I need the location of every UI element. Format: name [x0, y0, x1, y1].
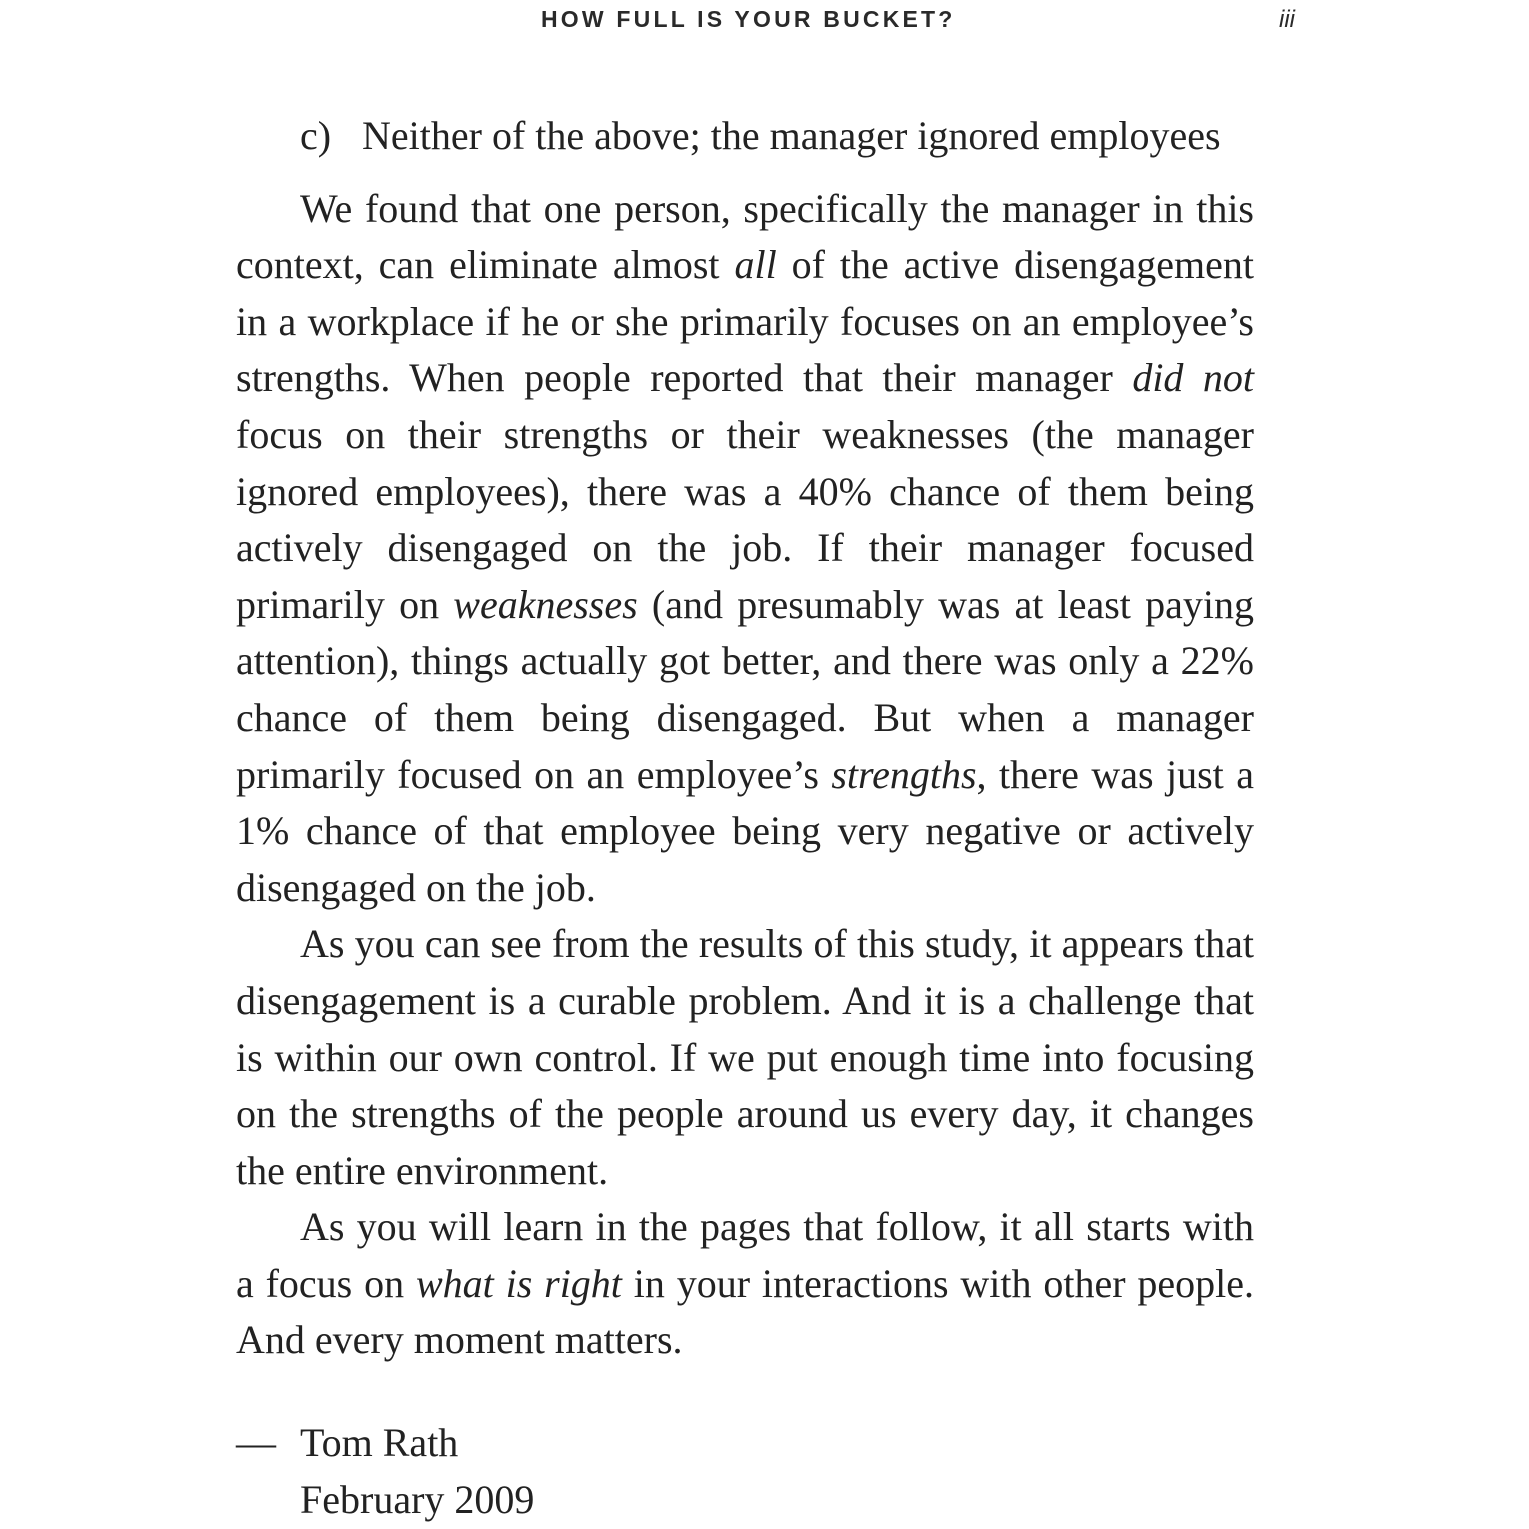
- running-header: [0, 6, 1529, 36]
- paragraph-3-text: As you will learn in the pages that follow, it all starts with a focus on: [236, 1204, 1254, 1306]
- emphasis-weaknesses: weaknesses: [453, 581, 638, 627]
- author-name: Tom Rath: [300, 1420, 459, 1465]
- emphasis-what-is-right: what is right: [415, 1260, 622, 1306]
- page-number: iii: [1279, 6, 1295, 33]
- emphasis-did-not: did not: [1132, 355, 1254, 401]
- signature-author-line: [236, 1414, 534, 1471]
- signature-block: [236, 1414, 534, 1528]
- paragraph-1-text: We found that one person, specifically the manager in this context, can eliminate almost: [236, 185, 1254, 288]
- paragraph-1-text: , there was just a 1% chance of that employee being very negative or actively disengaged on the job.: [236, 751, 1254, 910]
- paragraph-3: [236, 1199, 1254, 1369]
- emphasis-all: all: [734, 242, 777, 288]
- list-item-label: c): [300, 113, 332, 158]
- list-item: [236, 108, 1254, 165]
- paragraph-1-text: (and presumably was at least paying attention), things actually got better, and there was only a 22% chance of them being disengaged. But when a manager primarily focused on an employee’s: [236, 581, 1254, 797]
- paragraph-3-text: in your interactions with other people. And every moment matters.: [236, 1260, 1254, 1363]
- paragraph-1-text: focus on their strengths or their weaknesses (the manager ignored employees), there was a 40% chance of them being actively disengaged on the job. If their manager focused primarily on: [236, 411, 1254, 627]
- emphasis-strengths: strengths: [831, 751, 977, 797]
- paragraph-1: [236, 181, 1254, 917]
- paragraph-2: As you can see from the results of this study, it appears that disengagement is a curable problem. And it is a challenge that is within our own control. If we put enough time into focusing on the strengths of the people around us every day, it changes the entire environment.: [236, 921, 1254, 1193]
- signature-date: February 2009: [300, 1477, 535, 1522]
- list-item-text: Neither of the above; the manager ignored employees: [362, 113, 1221, 158]
- em-dash: —: [236, 1420, 276, 1465]
- paragraph-1-text: of the active disengagement in a workplace if he or she primarily focuses on an employee’s strengths. When people reported that their manager: [236, 242, 1254, 401]
- running-title: HOW FULL IS YOUR BUCKET?: [541, 6, 956, 32]
- body-text: [236, 108, 1254, 1369]
